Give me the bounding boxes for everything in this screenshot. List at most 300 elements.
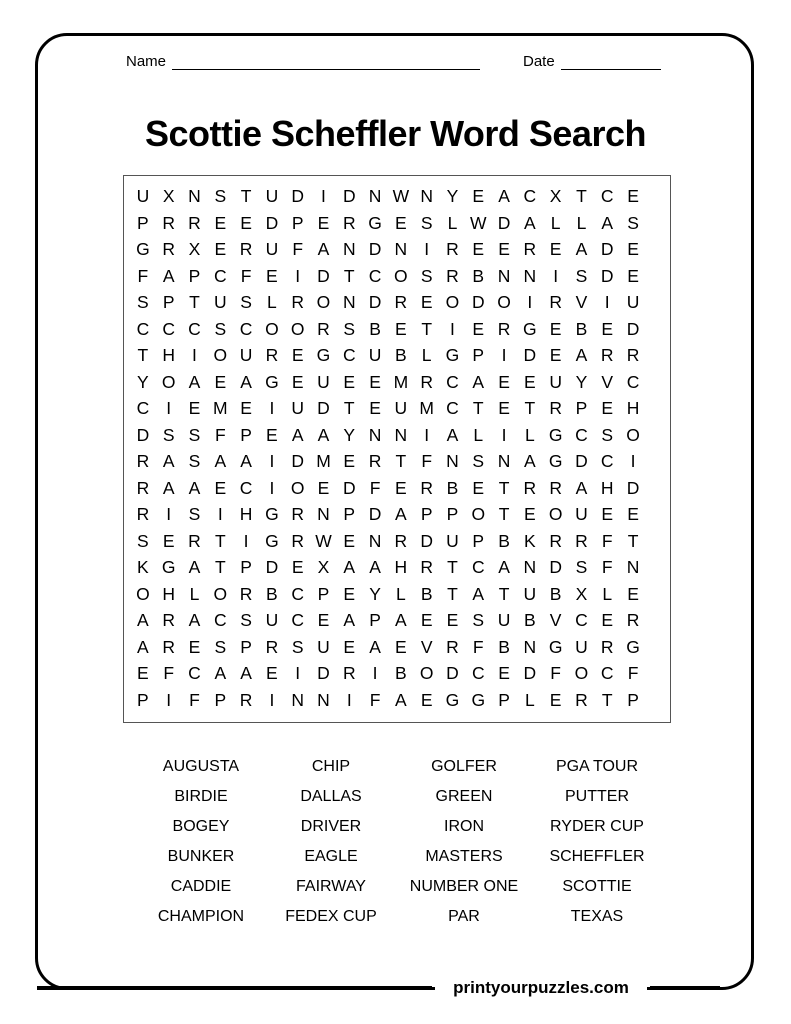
grid-letter[interactable]: S <box>214 186 227 206</box>
grid-letter[interactable]: U <box>265 186 279 206</box>
grid-letter[interactable]: H <box>239 504 253 524</box>
grid-letter[interactable]: N <box>368 424 382 445</box>
grid-letter[interactable]: E <box>369 371 381 392</box>
grid-letter[interactable]: P <box>446 504 459 524</box>
grid-letter[interactable]: R <box>549 292 562 312</box>
grid-letter[interactable]: D <box>446 663 459 683</box>
grid-letter[interactable]: R <box>420 477 433 498</box>
grid-letter[interactable]: F <box>163 663 175 683</box>
grid-letter[interactable]: E <box>214 477 227 498</box>
grid-letter[interactable]: A <box>188 610 201 630</box>
grid-letter[interactable]: T <box>472 398 484 418</box>
grid-letter[interactable]: O <box>290 477 305 498</box>
grid-letter[interactable]: A <box>472 371 485 392</box>
grid-letter[interactable]: P <box>240 557 252 577</box>
grid-letter[interactable]: F <box>369 689 381 710</box>
grid-letter[interactable]: E <box>498 663 510 683</box>
grid-letter[interactable]: E <box>317 610 330 630</box>
grid-letter[interactable]: U <box>213 292 227 312</box>
grid-letter[interactable]: D <box>317 398 330 418</box>
grid-letter[interactable]: O <box>497 292 511 312</box>
grid-letter[interactable]: R <box>523 477 537 498</box>
grid-letter[interactable]: A <box>369 557 381 577</box>
grid-letter[interactable]: L <box>524 689 535 710</box>
grid-letter[interactable]: V <box>601 371 614 392</box>
grid-letter[interactable]: A <box>343 610 356 630</box>
grid-letter[interactable]: B <box>369 318 381 339</box>
grid-letter[interactable]: L <box>602 583 613 604</box>
grid-letter[interactable]: S <box>137 530 149 551</box>
grid-letter[interactable]: E <box>549 689 562 710</box>
grid-letter[interactable]: R <box>291 530 304 551</box>
grid-letter[interactable]: S <box>472 451 485 471</box>
grid-letter[interactable]: H <box>394 557 408 577</box>
grid-letter[interactable]: R <box>162 212 176 233</box>
grid-letter[interactable]: L <box>447 212 458 233</box>
grid-letter[interactable]: A <box>188 477 201 498</box>
grid-letter[interactable]: D <box>265 212 279 233</box>
grid-letter[interactable]: P <box>214 689 227 710</box>
grid-letter[interactable]: D <box>317 265 330 286</box>
grid-letter[interactable]: X <box>575 583 588 604</box>
grid-letter[interactable]: D <box>549 557 562 577</box>
grid-letter[interactable]: N <box>394 239 408 259</box>
grid-letter[interactable]: D <box>600 265 614 286</box>
grid-letter[interactable]: Y <box>369 583 381 604</box>
grid-letter[interactable]: E <box>317 477 330 498</box>
grid-letter[interactable]: E <box>498 239 510 259</box>
grid-letter[interactable]: L <box>189 583 200 604</box>
grid-letter[interactable]: I <box>243 530 249 551</box>
grid-letter[interactable]: C <box>213 265 227 286</box>
grid-letter[interactable]: G <box>265 530 279 551</box>
grid-letter[interactable]: G <box>445 689 460 710</box>
grid-letter[interactable]: F <box>369 477 381 498</box>
grid-letter[interactable]: T <box>343 265 355 286</box>
grid-letter[interactable]: U <box>523 583 537 604</box>
grid-letter[interactable]: F <box>292 239 304 259</box>
grid-letter[interactable]: A <box>601 212 614 233</box>
grid-letter[interactable]: C <box>188 663 201 683</box>
grid-letter[interactable]: C <box>291 610 304 630</box>
grid-letter[interactable]: C <box>239 318 253 339</box>
grid-letter[interactable]: R <box>239 689 253 710</box>
grid-letter[interactable]: R <box>188 212 201 233</box>
grid-letter[interactable]: A <box>446 424 459 445</box>
grid-letter[interactable]: B <box>498 636 510 657</box>
grid-letter[interactable]: S <box>343 318 356 339</box>
grid-letter[interactable]: B <box>395 345 407 365</box>
grid-letter[interactable]: N <box>497 451 511 471</box>
grid-letter[interactable]: A <box>188 371 201 392</box>
grid-letter[interactable]: C <box>162 318 176 339</box>
name-line[interactable] <box>172 57 480 70</box>
grid-letter[interactable]: A <box>575 477 588 498</box>
grid-letter[interactable]: A <box>524 212 536 233</box>
grid-letter[interactable]: E <box>472 477 485 498</box>
grid-letter[interactable]: C <box>626 371 640 392</box>
grid-letter[interactable]: N <box>317 689 330 710</box>
grid-letter[interactable]: U <box>394 398 408 418</box>
grid-letter[interactable]: R <box>394 292 408 312</box>
grid-letter[interactable]: T <box>601 689 613 710</box>
grid-letter[interactable]: T <box>498 477 510 498</box>
grid-letter[interactable]: E <box>601 504 614 524</box>
grid-letter[interactable]: A <box>395 689 407 710</box>
grid-letter[interactable]: P <box>575 398 588 418</box>
grid-letter[interactable]: E <box>395 212 407 233</box>
grid-letter[interactable]: T <box>498 583 510 604</box>
grid-letter[interactable]: E <box>627 504 639 524</box>
grid-letter[interactable]: U <box>265 610 279 630</box>
grid-letter[interactable]: I <box>424 239 430 259</box>
grid-letter[interactable]: E <box>214 212 227 233</box>
grid-letter[interactable]: I <box>166 504 172 524</box>
grid-letter[interactable]: I <box>501 345 507 365</box>
grid-letter[interactable]: C <box>368 265 382 286</box>
grid-letter[interactable]: T <box>214 530 226 551</box>
grid-letter[interactable]: E <box>472 186 485 206</box>
grid-letter[interactable]: S <box>420 212 433 233</box>
grid-letter[interactable]: B <box>446 477 459 498</box>
grid-letter[interactable]: N <box>317 504 330 524</box>
grid-letter[interactable]: N <box>368 530 382 551</box>
grid-letter[interactable]: O <box>445 292 460 312</box>
grid-letter[interactable]: T <box>240 186 252 206</box>
grid-letter[interactable]: C <box>446 371 459 392</box>
grid-letter[interactable]: R <box>239 583 253 604</box>
grid-letter[interactable]: F <box>601 557 613 577</box>
grid-letter[interactable]: P <box>472 345 485 365</box>
grid-letter[interactable]: O <box>316 292 331 312</box>
grid-letter[interactable]: E <box>395 318 407 339</box>
grid-letter[interactable]: X <box>188 239 201 259</box>
grid-letter[interactable]: E <box>395 636 407 657</box>
grid-letter[interactable]: S <box>188 451 201 471</box>
grid-letter[interactable]: O <box>265 318 279 339</box>
grid-letter[interactable]: D <box>317 663 330 683</box>
grid-letter[interactable]: L <box>396 583 406 604</box>
grid-letter[interactable]: L <box>524 424 535 445</box>
grid-letter[interactable]: E <box>549 318 562 339</box>
grid-letter[interactable]: H <box>600 477 614 498</box>
grid-letter[interactable]: B <box>498 530 510 551</box>
grid-letter[interactable]: W <box>469 212 487 233</box>
grid-letter[interactable]: R <box>549 477 562 498</box>
grid-letter[interactable]: L <box>473 424 484 445</box>
grid-letter[interactable]: E <box>343 371 356 392</box>
grid-letter[interactable]: F <box>421 451 433 471</box>
grid-letter[interactable]: F <box>214 424 226 445</box>
grid-letter[interactable]: E <box>291 371 304 392</box>
grid-letter[interactable]: O <box>394 265 408 286</box>
grid-letter[interactable]: R <box>394 530 408 551</box>
grid-letter[interactable]: E <box>420 689 433 710</box>
grid-letter[interactable]: I <box>604 292 610 312</box>
grid-letter[interactable]: L <box>576 212 587 233</box>
grid-letter[interactable]: E <box>266 265 278 286</box>
grid-letter[interactable]: B <box>420 583 433 604</box>
grid-letter[interactable]: P <box>627 689 639 710</box>
grid-letter[interactable]: N <box>188 186 201 206</box>
grid-letter[interactable]: E <box>188 636 201 657</box>
grid-letter[interactable]: S <box>575 265 588 286</box>
grid-letter[interactable]: E <box>343 451 356 471</box>
grid-letter[interactable]: M <box>316 451 331 471</box>
grid-letter[interactable]: I <box>295 265 301 286</box>
grid-letter[interactable]: A <box>162 265 175 286</box>
grid-letter[interactable]: E <box>291 557 304 577</box>
grid-letter[interactable]: G <box>265 504 279 524</box>
grid-letter[interactable]: C <box>523 186 537 206</box>
grid-letter[interactable]: C <box>600 186 614 206</box>
grid-letter[interactable]: I <box>450 318 455 339</box>
grid-letter[interactable]: F <box>550 663 561 683</box>
grid-letter[interactable]: A <box>137 610 149 630</box>
grid-letter[interactable]: I <box>269 451 275 471</box>
grid-letter[interactable]: D <box>368 504 382 524</box>
grid-letter[interactable]: D <box>523 663 537 683</box>
date-field[interactable] <box>523 53 661 70</box>
grid-letter[interactable]: A <box>395 504 407 524</box>
grid-letter[interactable]: R <box>446 636 459 657</box>
grid-letter[interactable]: S <box>575 557 588 577</box>
grid-letter[interactable]: A <box>369 636 381 657</box>
grid-letter[interactable]: A <box>317 239 330 259</box>
grid-letter[interactable]: U <box>239 345 253 365</box>
grid-letter[interactable]: D <box>497 212 511 233</box>
date-line[interactable] <box>561 57 661 70</box>
grid-letter[interactable]: R <box>446 239 459 259</box>
grid-letter[interactable]: D <box>575 451 588 471</box>
grid-letter[interactable]: D <box>471 292 485 312</box>
grid-letter[interactable]: F <box>240 265 252 286</box>
grid-letter[interactable]: P <box>137 212 149 233</box>
grid-letter[interactable]: G <box>548 424 563 445</box>
grid-letter[interactable]: L <box>550 212 561 233</box>
grid-letter[interactable]: S <box>214 318 227 339</box>
grid-letter[interactable]: N <box>342 292 356 312</box>
grid-letter[interactable]: E <box>214 239 227 259</box>
grid-letter[interactable]: L <box>267 292 277 312</box>
grid-letter[interactable]: I <box>166 398 172 418</box>
grid-letter[interactable]: R <box>162 610 176 630</box>
grid-letter[interactable]: I <box>501 424 507 445</box>
grid-letter[interactable]: P <box>343 504 356 524</box>
grid-letter[interactable]: O <box>548 504 563 524</box>
grid-letter[interactable]: B <box>575 318 588 339</box>
grid-letter[interactable]: P <box>240 424 252 445</box>
grid-letter[interactable]: E <box>188 398 201 418</box>
grid-letter[interactable]: P <box>317 583 330 604</box>
grid-letter[interactable]: E <box>549 345 562 365</box>
grid-letter[interactable]: A <box>240 371 252 392</box>
grid-letter[interactable]: E <box>240 398 252 418</box>
grid-letter[interactable]: N <box>394 424 408 445</box>
grid-letter[interactable]: C <box>136 318 150 339</box>
grid-letter[interactable]: C <box>575 610 588 630</box>
grid-letter[interactable]: A <box>524 451 536 471</box>
grid-letter[interactable]: G <box>626 636 640 657</box>
grid-letter[interactable]: U <box>291 398 304 418</box>
grid-letter[interactable]: D <box>265 557 279 577</box>
grid-letter[interactable]: G <box>548 636 563 657</box>
grid-letter[interactable]: R <box>549 398 562 418</box>
grid-letter[interactable]: E <box>601 398 614 418</box>
grid-letter[interactable]: P <box>369 610 381 630</box>
grid-letter[interactable]: E <box>549 239 562 259</box>
grid-letter[interactable]: E <box>214 371 227 392</box>
grid-letter[interactable]: A <box>317 424 330 445</box>
grid-letter[interactable]: I <box>372 663 378 683</box>
grid-letter[interactable]: O <box>419 663 434 683</box>
grid-letter[interactable]: T <box>214 557 226 577</box>
grid-letter[interactable]: C <box>446 398 459 418</box>
grid-letter[interactable]: T <box>498 504 510 524</box>
grid-letter[interactable]: Y <box>343 424 356 445</box>
grid-letter[interactable]: I <box>553 265 559 286</box>
grid-letter[interactable]: E <box>343 636 356 657</box>
grid-letter[interactable]: S <box>137 292 149 312</box>
grid-letter[interactable]: K <box>524 530 536 551</box>
grid-letter[interactable]: E <box>601 318 614 339</box>
grid-letter[interactable]: P <box>472 530 485 551</box>
grid-letter[interactable]: X <box>549 186 562 206</box>
grid-letter[interactable]: T <box>137 345 149 365</box>
grid-letter[interactable]: R <box>291 292 304 312</box>
grid-letter[interactable]: E <box>317 212 330 233</box>
grid-letter[interactable]: I <box>424 424 430 445</box>
grid-letter[interactable]: N <box>446 451 459 471</box>
grid-letter[interactable]: T <box>576 186 587 206</box>
grid-letter[interactable]: R <box>523 239 537 259</box>
grid-letter[interactable]: R <box>420 557 433 577</box>
grid-letter[interactable]: A <box>498 186 510 206</box>
grid-letter[interactable]: R <box>420 371 433 392</box>
grid-letter[interactable]: U <box>446 530 459 551</box>
grid-letter[interactable]: A <box>395 610 407 630</box>
grid-letter[interactable]: A <box>240 451 252 471</box>
grid-letter[interactable]: G <box>445 345 460 365</box>
grid-letter[interactable]: U <box>575 504 588 524</box>
grid-letter[interactable]: D <box>626 318 640 339</box>
grid-letter[interactable]: E <box>627 239 639 259</box>
grid-letter[interactable]: O <box>290 318 305 339</box>
grid-letter[interactable]: I <box>321 186 326 206</box>
grid-letter[interactable]: P <box>188 265 201 286</box>
grid-letter[interactable]: C <box>471 663 485 683</box>
grid-letter[interactable]: I <box>192 345 197 365</box>
grid-letter[interactable]: E <box>343 530 356 551</box>
grid-letter[interactable]: A <box>188 557 201 577</box>
grid-letter[interactable]: E <box>420 610 433 630</box>
grid-letter[interactable]: F <box>472 636 484 657</box>
grid-letter[interactable]: R <box>317 318 330 339</box>
grid-letter[interactable]: I <box>269 477 275 498</box>
grid-letter[interactable]: E <box>524 371 536 392</box>
grid-letter[interactable]: B <box>524 610 536 630</box>
grid-letter[interactable]: U <box>626 292 640 312</box>
grid-letter[interactable]: F <box>189 689 200 710</box>
grid-letter[interactable]: G <box>265 371 279 392</box>
grid-letter[interactable]: T <box>421 318 433 339</box>
grid-letter[interactable]: Y <box>446 186 459 206</box>
grid-letter[interactable]: I <box>269 689 275 710</box>
grid-letter[interactable]: C <box>471 557 485 577</box>
grid-letter[interactable]: U <box>265 239 279 259</box>
grid-letter[interactable]: V <box>549 610 562 630</box>
grid-letter[interactable]: A <box>214 451 227 471</box>
grid-letter[interactable]: S <box>188 424 201 445</box>
grid-letter[interactable]: K <box>137 557 149 577</box>
grid-letter[interactable]: C <box>188 318 201 339</box>
grid-letter[interactable]: T <box>524 398 536 418</box>
grid-letter[interactable]: N <box>342 239 356 259</box>
grid-letter[interactable]: V <box>420 636 433 657</box>
grid-letter[interactable]: S <box>162 424 175 445</box>
grid-letter[interactable]: N <box>420 186 433 206</box>
grid-letter[interactable]: I <box>630 451 636 471</box>
grid-letter[interactable]: L <box>421 345 432 365</box>
grid-letter[interactable]: O <box>136 583 150 604</box>
grid-letter[interactable]: E <box>291 345 304 365</box>
grid-letter[interactable]: A <box>472 583 485 604</box>
grid-letter[interactable]: T <box>627 530 639 551</box>
grid-letter[interactable]: C <box>239 477 253 498</box>
name-field[interactable] <box>126 53 480 70</box>
grid-letter[interactable]: R <box>162 239 176 259</box>
grid-letter[interactable]: M <box>419 398 434 418</box>
grid-letter[interactable]: R <box>342 663 356 683</box>
grid-letter[interactable]: N <box>497 265 511 286</box>
grid-letter[interactable]: D <box>600 239 614 259</box>
grid-letter[interactable]: E <box>472 318 485 339</box>
grid-letter[interactable]: B <box>395 663 407 683</box>
grid-letter[interactable]: E <box>601 610 614 630</box>
grid-letter[interactable]: G <box>368 212 382 233</box>
grid-letter[interactable]: I <box>166 689 172 710</box>
grid-letter[interactable]: R <box>188 530 201 551</box>
grid-letter[interactable]: R <box>136 477 150 498</box>
grid-letter[interactable]: A <box>343 557 356 577</box>
grid-letter[interactable]: U <box>575 636 588 657</box>
grid-letter[interactable]: S <box>188 504 201 524</box>
grid-letter[interactable]: C <box>600 451 614 471</box>
grid-letter[interactable]: D <box>523 345 537 365</box>
grid-letter[interactable]: N <box>626 557 640 577</box>
grid-letter[interactable]: U <box>317 636 330 657</box>
grid-letter[interactable]: Y <box>575 371 588 392</box>
grid-letter[interactable]: A <box>162 477 175 498</box>
grid-letter[interactable]: S <box>420 265 433 286</box>
grid-letter[interactable]: A <box>575 239 588 259</box>
grid-letter[interactable]: C <box>136 398 150 418</box>
grid-letter[interactable]: E <box>627 583 639 604</box>
grid-letter[interactable]: D <box>368 292 382 312</box>
grid-letter[interactable]: P <box>498 689 510 710</box>
grid-letter[interactable]: N <box>291 689 304 710</box>
grid-letter[interactable]: O <box>213 345 228 365</box>
grid-letter[interactable]: R <box>497 318 511 339</box>
grid-letter[interactable]: S <box>214 636 227 657</box>
grid-letter[interactable]: G <box>136 239 150 259</box>
grid-letter[interactable]: O <box>626 424 640 445</box>
grid-letter[interactable]: E <box>137 663 149 683</box>
grid-letter[interactable]: F <box>601 530 613 551</box>
grid-letter[interactable]: R <box>162 636 176 657</box>
grid-letter[interactable]: E <box>498 398 510 418</box>
grid-letter[interactable]: D <box>291 451 304 471</box>
